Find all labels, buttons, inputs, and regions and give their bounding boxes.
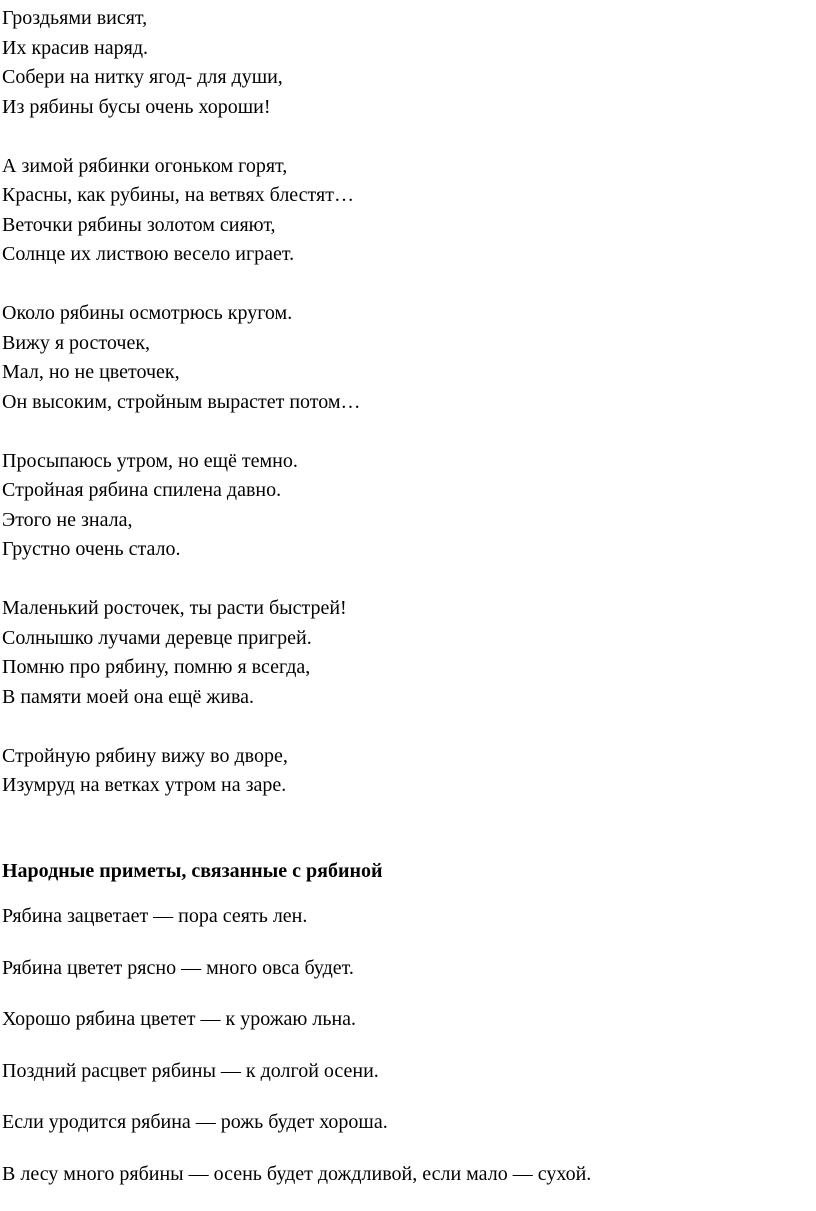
poem-stanza-4 xyxy=(2,447,802,565)
poem-line: Стройная рябина спилена давно. xyxy=(2,479,282,501)
omen-item: Рябина цветет рясно — много овса будет. xyxy=(2,956,354,979)
poem-line: А зимой рябинки огоньком горят, xyxy=(2,154,288,177)
poem-line: Стройную рябину вижу во дворе, xyxy=(2,744,288,767)
poem-line: Помню про рябину, помню я всегда, xyxy=(2,656,311,678)
poem-line: Красны, как рубины, на ветвях блестят… xyxy=(2,184,354,206)
poem-line: В памяти моей она ещё жива. xyxy=(2,685,255,708)
omen-item: Поздний расцвет рябины — к долгой осени. xyxy=(2,1059,379,1082)
poem-line: Он высоким, стройным вырастет потом… xyxy=(2,390,361,413)
poem-line: Мал, но не цветочек, xyxy=(2,361,180,383)
poem-line: Просыпаюсь утром, но ещё темно. xyxy=(2,449,298,472)
omens-section xyxy=(2,857,802,1190)
poem-stanza-1 xyxy=(2,4,802,122)
omen-item: Если уродится рябина — рожь будет хороша. xyxy=(2,1111,388,1133)
section-heading: Народные приметы, связанные с рябиной xyxy=(2,859,383,882)
poem-line: Солнце их листвою весело играет. xyxy=(2,243,295,265)
poem-line: Грустно очень стало. xyxy=(2,538,181,560)
omen-item: Хорошо рябина цветет — к урожаю льна. xyxy=(2,1008,357,1030)
poem-line: Маленький росточек, ты расти быстрей! xyxy=(2,597,347,619)
poem xyxy=(2,4,802,801)
omen-item: В лесу много рябины — осень будет дождливой, если мало — сухой. xyxy=(2,1162,592,1185)
poem-stanza-6 xyxy=(2,742,802,801)
poem-line: Их красив наряд. xyxy=(2,36,149,59)
poem-stanza-3 xyxy=(2,299,802,417)
poem-stanza-5 xyxy=(2,594,802,712)
poem-line: Вижу я росточек, xyxy=(2,331,151,354)
poem-line: Из рябины бусы очень хороши! xyxy=(2,95,271,118)
poem-line: Гроздьями висят, xyxy=(2,7,148,29)
omen-item: Рябина зацветает — пора сеять лен. xyxy=(2,905,308,927)
poem-line: Около рябины осмотрюсь кругом. xyxy=(2,302,293,324)
poem-stanza-2 xyxy=(2,152,802,270)
poem-line: Веточки рябины золотом сияют, xyxy=(2,213,276,236)
poem-line: Собери на нитку ягод- для души, xyxy=(2,66,283,88)
poem-line: Изумруд на ветках утром на заре. xyxy=(2,774,287,796)
poem-line: Солнышко лучами деревце пригрей. xyxy=(2,626,312,649)
document-page xyxy=(2,4,802,1211)
poem-line: Этого не знала, xyxy=(2,508,133,531)
